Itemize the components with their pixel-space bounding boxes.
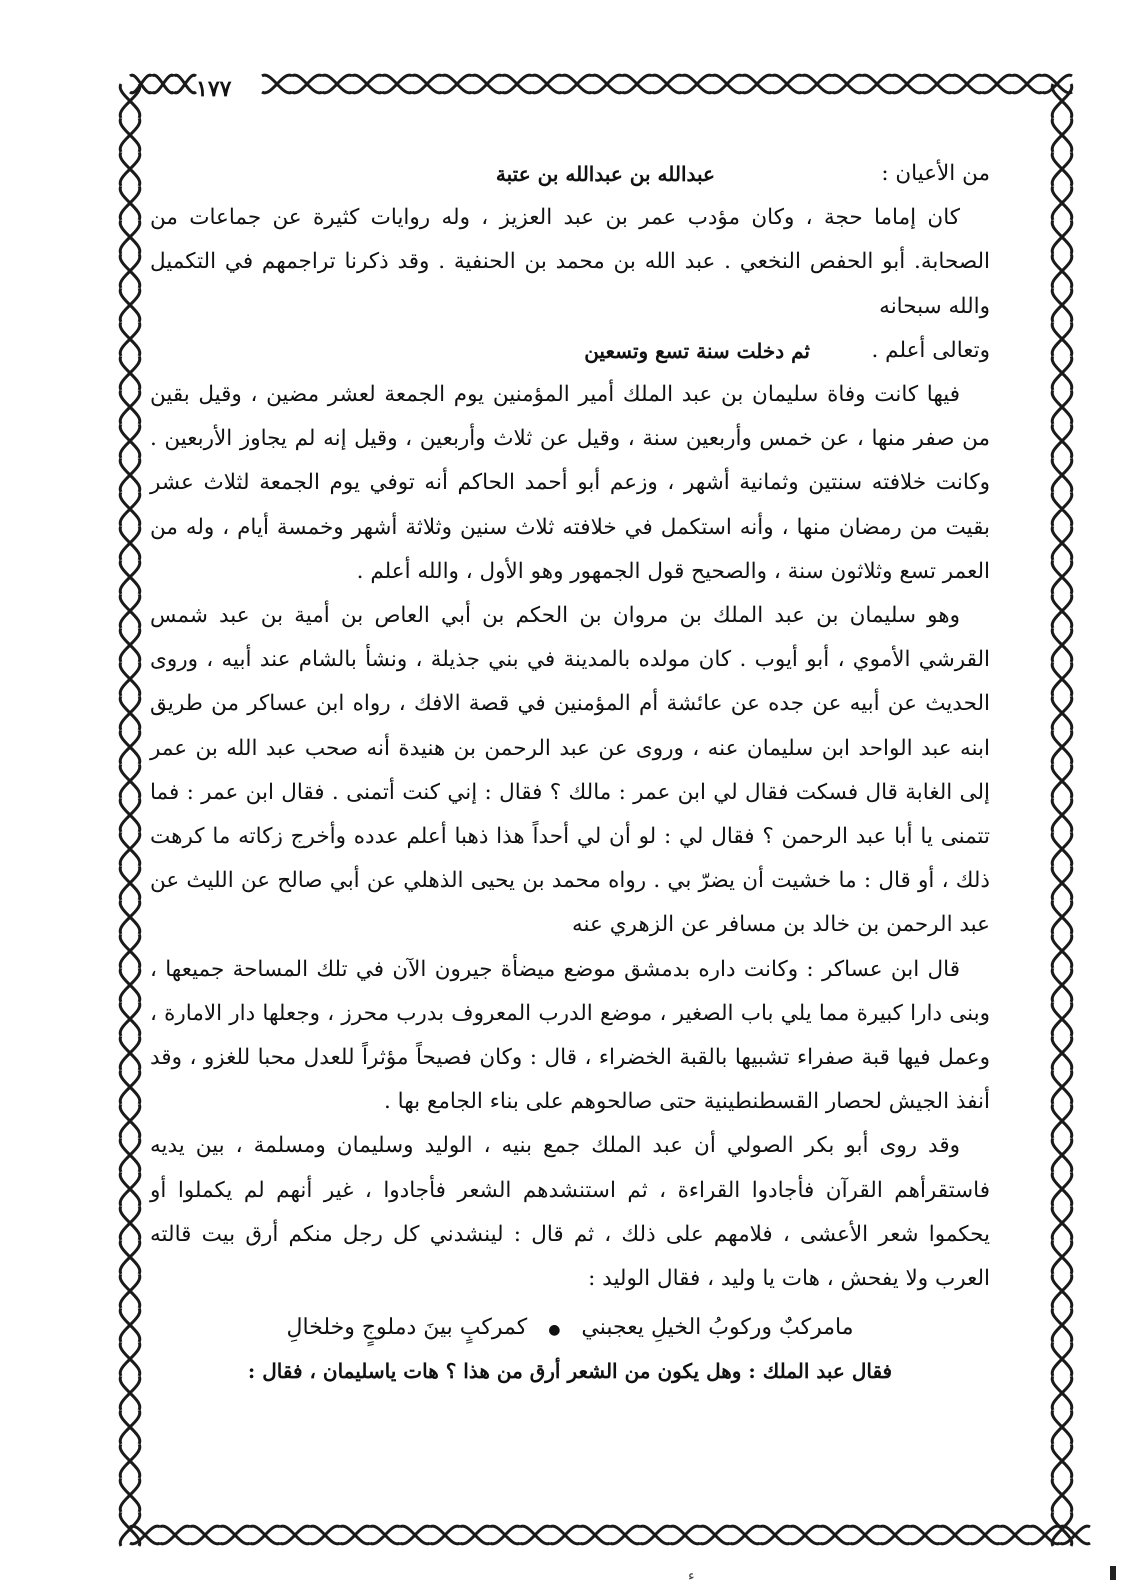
- paragraph-1-end: وتعالى أعلم .: [871, 337, 990, 363]
- year-heading: [150, 329, 990, 373]
- section-heading: [150, 152, 990, 196]
- page-body: [150, 152, 990, 1391]
- paragraph-3: وهو سليمان بن عبد الملك بن مروان بن الحكم بن أبي العاص بن أمية بن عبد شمس القرشي الأموي ، أبو أيوب . كان مولده بالمدينة في بني جذيلة ، ونشأ بالشام عند أبيه ، وروى الحديث عن أبيه عن جده عن عائشة أم المؤمنين في قصة الافك ، رواه ابن عساكر من طريق ابنه عبد الواحد ابن سليمان عنه ، وروى عن عبد الرحمن بن هنيدة أنه صحب عبد الله بن عمر إلى الغابة قال فسكت فقال لي ابن عمر : مالك ؟ فقال : إني كنت أتمنى . فقال ابن عمر : فما تتمنى يا أبا عبد الرحمن ؟ فقال لي : لو أن لي أحداً هذا ذهبا أعلم عدده وأخرج زكاته ما كرهت ذلك ، أو قال : ما خشيت أن يضرّ بي . رواه محمد بن يحيى الذهلي عن أبي صالح عن الليث عن عبد الرحمن بن خالد بن مسافر عن الزهري عنه: [150, 603, 990, 938]
- paragraph-1: كان إماما حجة ، وكان مؤدب عمر بن عبد العزيز ، وله روايات كثيرة عن جماعات من الصحابة. أبو الحفص النخعي . عبد الله بن محمد بن الحنفية . وقد ذكرنا تراجمهم في التكميل والله سبحانه: [150, 205, 990, 319]
- closing-line: فقال عبد الملك : وهل يكون من الشعر أرق من هذا ؟ هات ياسليمان ، فقال :: [247, 1359, 893, 1384]
- section-title: عبدالله بن عبدالله بن عتبة: [495, 162, 715, 186]
- stray-text: ء: [688, 1568, 695, 1584]
- poetry-verse: [150, 1307, 990, 1351]
- paragraph-5: وقد روى أبو بكر الصولي أن عبد الملك جمع بنيه ، الوليد وسليمان ومسلمة ، بين يديه فاستقرأهم القرآن فأجادوا القراءة ، ثم استنشدهم الشعر فأجادوا ، غير أنهم لم يكملوا أو يحكموا شعر الأعشى ، فلامهم على ذلك ، ثم قال : لينشدني كل رجل منكم أرق بيت قالته العرب ولا يفحش ، هات يا وليد ، فقال الوليد :: [150, 1133, 990, 1292]
- verse-second-hemistich: كمركبٍ بينَ دملوجٍ وخلخالِ: [286, 1315, 528, 1341]
- page-number: ١٧٧: [196, 76, 232, 102]
- section-label: من الأعيان :: [881, 161, 990, 186]
- year-title: ثم دخلت سنة تسع وتسعين: [584, 338, 810, 363]
- paragraph-2: فيها كانت وفاة سليمان بن عبد الملك أمير المؤمنين يوم الجمعة لعشر مضين ، وقيل بقين من صفر منها ، عن خمس وأربعين سنة ، وقيل عن ثلاث وأربعين ، وقيل إنه لم يجاوز الأربعين . وكانت خلافته سنتين وثمانية أشهر ، وزعم أبو أحمد الحاكم أنه توفي يوم الجمعة لثلاث عشر بقيت من رمضان منها ، وأنه استكمل في خلافته ثلاث سنين وثلاثة أشهر وخمسة أيام ، وله من العمر تسع وثلاثون سنة ، والصحيح قول الجمهور وهو الأول ، والله أعلم .: [150, 381, 990, 584]
- scan-mark: [1110, 1566, 1116, 1580]
- verse-separator: ●: [548, 1322, 561, 1339]
- paragraph-4: قال ابن عساكر : وكانت داره بدمشق موضع ميضأة جيرون الآن في تلك المساحة جميعها ، وبنى دارا كبيرة مما يلي باب الصغير ، موضع الدرب المعروف بدرب محرز ، وجعلها دار الامارة ، وعمل فيها قبة صفراء تشبيها بالقبة الخضراء ، قال : وكان فصيحاً مؤثراً للعدل محبا للغزو ، وقد أنفذ الجيش لحصار القسطنطينية حتى صالحوهم على بناء الجامع بها .: [150, 956, 990, 1115]
- verse-first-hemistich: مامركبٌ وركوبُ الخيلِ يعجبني: [581, 1315, 854, 1341]
